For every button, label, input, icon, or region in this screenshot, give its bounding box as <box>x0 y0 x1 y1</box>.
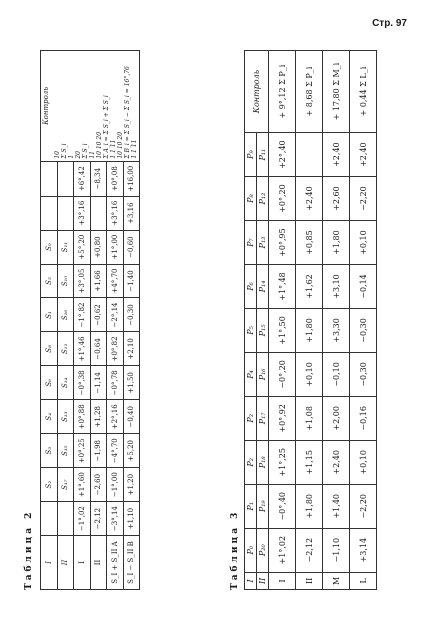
header-cell: S₁₆ <box>57 298 74 332</box>
table-row: I +1°,02 −0°,40 +1°,25 +0°,92 −0°,20 +1°,50 +1°,48 +0°,95 +0°,20 +2°,40 + 9°,12 Σ P_i <box>269 51 296 590</box>
header-cell: S₅ <box>41 264 58 298</box>
header-cell: S₈ <box>41 332 58 366</box>
header-cell: S₁₄ <box>57 366 74 400</box>
header-cell: S₁₅ <box>57 434 74 468</box>
header-cell: S₁₀ <box>57 264 74 298</box>
header-cell: S₂ <box>41 468 58 502</box>
table3-header-row2: II P₂₀ P₁₉ P₁₈ P₁₇ P₁₆ P₁₅ P₁₄ P₁₃ P₁₂ P₁₁ <box>257 51 269 590</box>
table3 <box>244 50 377 590</box>
table-row: II −2,12 +1,80 +1,15 +1,08 +0,10 +1,80 +1,62 +0,85 +2,40 + 8,68 Σ P_i <box>296 51 323 590</box>
page-number: Стр. 97 <box>372 18 407 29</box>
header-cell: S₆ <box>41 366 58 400</box>
table2-caption: Таблица 2 <box>24 509 34 590</box>
control-notes: 10 Σ S_i 1 20 Σ S_i 11 10 10 20 Σ A_i = Σ S_i + Σ S_i 1 1 11 10 10 20 Σ B_i = Σ S_i − Σ S_i = 16°,76 1 1 11 <box>54 66 138 159</box>
table3-header-row1: I P₀ P₁ P₂ P₃ P₄ P₅ P₆ P₇ P₈ P₉ Контроль <box>245 51 257 590</box>
header-cell: S₁₇ <box>57 468 74 502</box>
rotated-page-content <box>18 50 418 610</box>
header-cell: II <box>57 536 74 590</box>
table-row: I −1°,02 +1°,60 +0°,25 +0°,88 −0°,38 +1°,46 −1°,82 +3°,05 +5°,20 +3°,16 +6°,42 <box>74 51 91 590</box>
table-row: S_I − S_II B +1,10 +1,20 +5,20 −0,40 +1,50 +2,10 −0,30 −1,40 −0,60 +3,16 +16,00 <box>123 51 140 590</box>
control-column: Контроль 10 Σ S_i 1 20 Σ S_i 11 10 10 20 Σ A_i = Σ S_i + Σ S_i 1 1 11 10 10 20 Σ B_i = Σ S_i − Σ S_i = 16°,76 1 1 11 <box>41 51 140 162</box>
table-row: II −2,12 −2,60 −1,98 +1,28 −1,14 −0,64 −0,62 +1,66 +0,80 −8,34 <box>90 51 107 590</box>
header-cell: I <box>41 536 58 590</box>
table2-header-row1 <box>41 51 58 590</box>
header-cell: S₃ <box>41 434 58 468</box>
header-cell: S₉ <box>41 230 58 264</box>
table2 <box>40 50 140 590</box>
header-cell: S₄ <box>41 400 58 434</box>
table-row: L +3,14 −2,20 +0,10 −0,16 −0,30 −0,30 −0,14 +0,10 −2,20 +2,40 + 0,44 Σ L_i <box>350 51 377 590</box>
header-cell: S₁₃ <box>57 400 74 434</box>
header-cell: S₁ <box>41 298 58 332</box>
header-cell: S₁₂ <box>57 332 74 366</box>
table3-caption: Таблица 3 <box>230 509 240 590</box>
header-cell: S₁₁ <box>57 230 74 264</box>
table-row: S_I + S_II A −3°,14 −1°,00 −4°,70 +2°,16 −0°,78 +0°,82 −2°,14 +4°,70 +1°,00 +3°,16 +0°,08 <box>107 51 124 590</box>
table-row: M −1,10 +1,40 +2,40 +2,00 −0,10 +3,30 +3,10 +1,80 +2,60 +2,40 + 17,80 Σ M_i <box>323 51 350 590</box>
